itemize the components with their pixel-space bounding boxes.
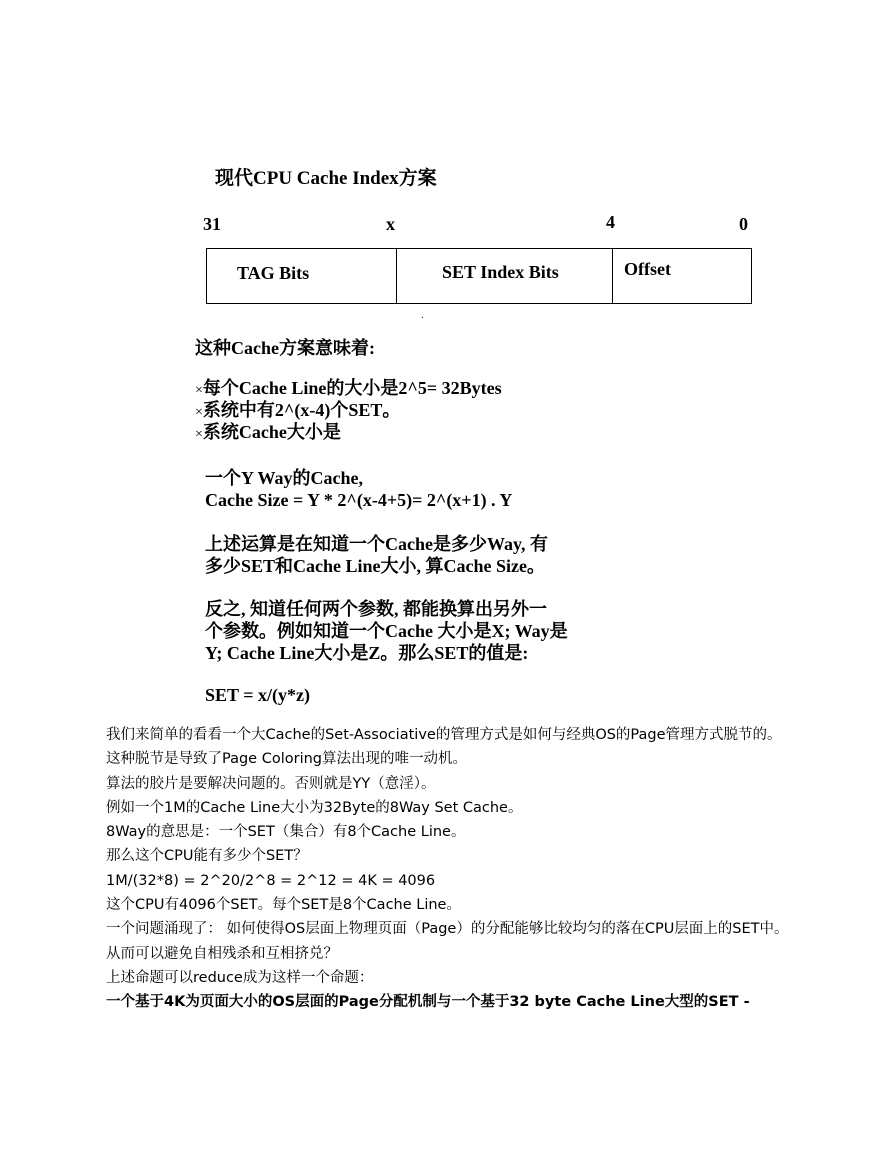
bit-position-4: 4	[606, 212, 615, 232]
bullet-text: 系统中有2^(x-4)个SET。	[202, 400, 401, 420]
way-line: 一个Y Way的Cache,	[205, 468, 364, 488]
bullet-mark: ×	[195, 427, 203, 442]
paragraph: 例如一个1M的Cache Line大小为32Byte的8Way Set Cache。	[106, 799, 523, 816]
address-bits-table	[206, 248, 752, 304]
converse-line: Y; Cache Line大小是Z。那么SET的值是:	[205, 643, 529, 663]
converse-line: 个参数。例如知道一个Cache 大小是X; Way是	[205, 621, 568, 641]
field-divider	[396, 249, 397, 303]
article-body	[106, 723, 796, 1015]
bullet-item	[195, 421, 341, 446]
field-divider	[612, 249, 613, 303]
offset-label: Offset	[624, 259, 671, 279]
bit-position-31: 31	[203, 214, 221, 234]
bullet-text: 系统Cache大小是	[202, 422, 341, 442]
converse-line: 反之, 知道任何两个参数, 都能换算出另外一	[205, 599, 547, 619]
set-formula: SET = x/(y*z)	[205, 685, 310, 705]
paragraph: 8Way的意思是：一个SET（集合）有8个Cache Line。	[106, 824, 466, 841]
paragraph: 算法的胶片是要解决问题的。否则就是YY（意淫）。	[106, 775, 436, 792]
paragraph: 那么这个CPU能有多少个SET？	[106, 848, 308, 865]
bit-position-x: x	[386, 214, 395, 234]
calc-line: 多少SET和Cache Line大小, 算Cache Size。	[205, 556, 545, 576]
paragraph: 这种脱节是导致了Page Coloring算法出现的唯一动机。	[106, 751, 467, 768]
bullet-text: 每个Cache Line的大小是2^5= 32Bytes	[202, 378, 502, 398]
set-index-bits-label: SET Index Bits	[442, 262, 559, 282]
paragraph: 上述命题可以reduce成为这样一个命题：	[106, 969, 374, 986]
bullet-mark: ×	[195, 405, 203, 420]
cache-size-formula: Cache Size = Y * 2^(x-4+5)= 2^(x+1) . Y	[205, 490, 513, 510]
calc-line: 上述运算是在知道一个Cache是多少Way, 有	[205, 534, 549, 554]
paragraph: 1M/(32*8) = 2^20/2^8 = 2^12 = 4K = 4096	[106, 872, 436, 889]
paragraph: 一个问题涌现了： 如何使得OS层面上物理页面（Page）的分配能够比较均匀的落在CPU层面上的SET中。从而可以避免自相残杀和互相挤兑？	[106, 921, 789, 962]
paragraph: 我们来简单的看看一个大Cache的Set-Associative的管理方式是如何与经典OS的Page管理方式脱节的。	[106, 727, 782, 743]
bullet-mark: ×	[195, 383, 203, 398]
paragraph: 这个CPU有4096个SET。每个SET是8个Cache Line。	[106, 897, 461, 914]
bit-position-0: 0	[739, 214, 748, 234]
figure-title: 现代CPU Cache Index方案	[215, 168, 437, 189]
paragraph-bold: 一个基于4K为页面大小的OS层面的Page分配机制与一个基于32 byte Cache Line大型的SET -	[106, 994, 750, 1011]
meaning-heading: 这种Cache方案意味着:	[195, 338, 375, 358]
stray-dot: .	[421, 310, 424, 321]
tag-bits-label: TAG Bits	[237, 263, 310, 283]
